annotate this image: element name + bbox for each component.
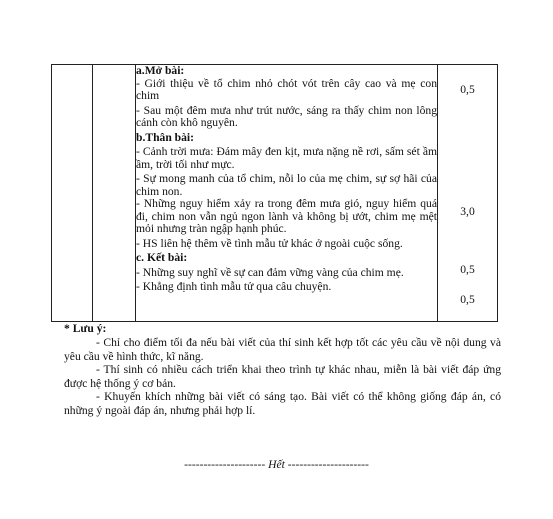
note-item-1: - Chỉ cho điểm tối đa nếu bài viết của thí sinh kết hợp tốt các yêu cầu về nội dung và yêu cầu về hình thức, kĩ năng. — [64, 336, 501, 363]
end-dashes-right: --------------------- — [287, 458, 369, 471]
than-bai-item-2: - Sự mong manh của tổ chim, nỗi lo của mẹ chim, sự sợ hãi của chim non. — [136, 172, 437, 198]
note-item-2: - Thí sinh có nhiều cách triển khai theo trình tự khác nhau, miễn là bài viết đáp ứng được hệ thống ý cơ bản. — [64, 363, 501, 390]
notes-title: * Lưu ý: — [64, 322, 107, 335]
ket-bai-item-2: - Khẳng định tình mẫu tử qua câu chuyện. — [136, 280, 332, 293]
score-than-bai: 3,0 — [460, 205, 475, 218]
than-bai-heading: b.Thân bài: — [136, 130, 194, 144]
empty-column-2 — [93, 65, 136, 322]
than-bai-item-3: - Những nguy hiểm xảy ra trong đêm mưa gió, nguy hiểm quá đi, chim non vẫn ngủ ngon lành và không bị ướt, chim mẹ mệt mỏi nhưng tràn ngập hạnh phúc. — [136, 197, 437, 235]
end-dashes-left: --------------------- — [184, 458, 266, 471]
mo-bai-heading: a.Mở bài: — [136, 64, 185, 77]
ket-bai-item-1: - Những suy nghĩ về sự can đảm vững vàng của chim mẹ. — [136, 265, 404, 279]
end-word: Hết — [268, 458, 285, 471]
note-item-3: - Khuyến khích những bài viết có sáng tạo. Bài viết có thể không giống đáp án, có những ý ngoài đáp án, nhưng phải hợp lí. — [64, 390, 501, 417]
than-bai-item-1: - Cảnh trời mưa: Đám mây đen kịt, mưa nặng nề rơi, sấm sét ầm ầm, trời tối như mực. — [136, 145, 437, 171]
score-lien-he: 0,5 — [460, 263, 475, 276]
mo-bai-item-2: - Sau một đêm mưa như trút nước, sáng ra thấy chim non lông cánh còn khô nguyên. — [136, 103, 437, 129]
than-bai-item-4: - HS liên hệ thêm về tình mẫu tử khác ở ngoài cuộc sống. — [136, 236, 403, 250]
score-column — [438, 65, 498, 322]
notes-section — [64, 322, 501, 417]
mo-bai-item-1: - Giới thiệu về tổ chim nhỏ chót vót trên cây cao và mẹ con chim — [136, 76, 437, 102]
end-marker — [0, 458, 553, 471]
rubric-table — [51, 64, 498, 322]
score-mo-bai: 0,5 — [460, 83, 475, 96]
score-ket-bai: 0,5 — [460, 293, 475, 306]
empty-column-1 — [52, 65, 93, 322]
ket-bai-heading: c. Kết bài: — [136, 251, 188, 264]
rubric-content — [136, 65, 438, 322]
